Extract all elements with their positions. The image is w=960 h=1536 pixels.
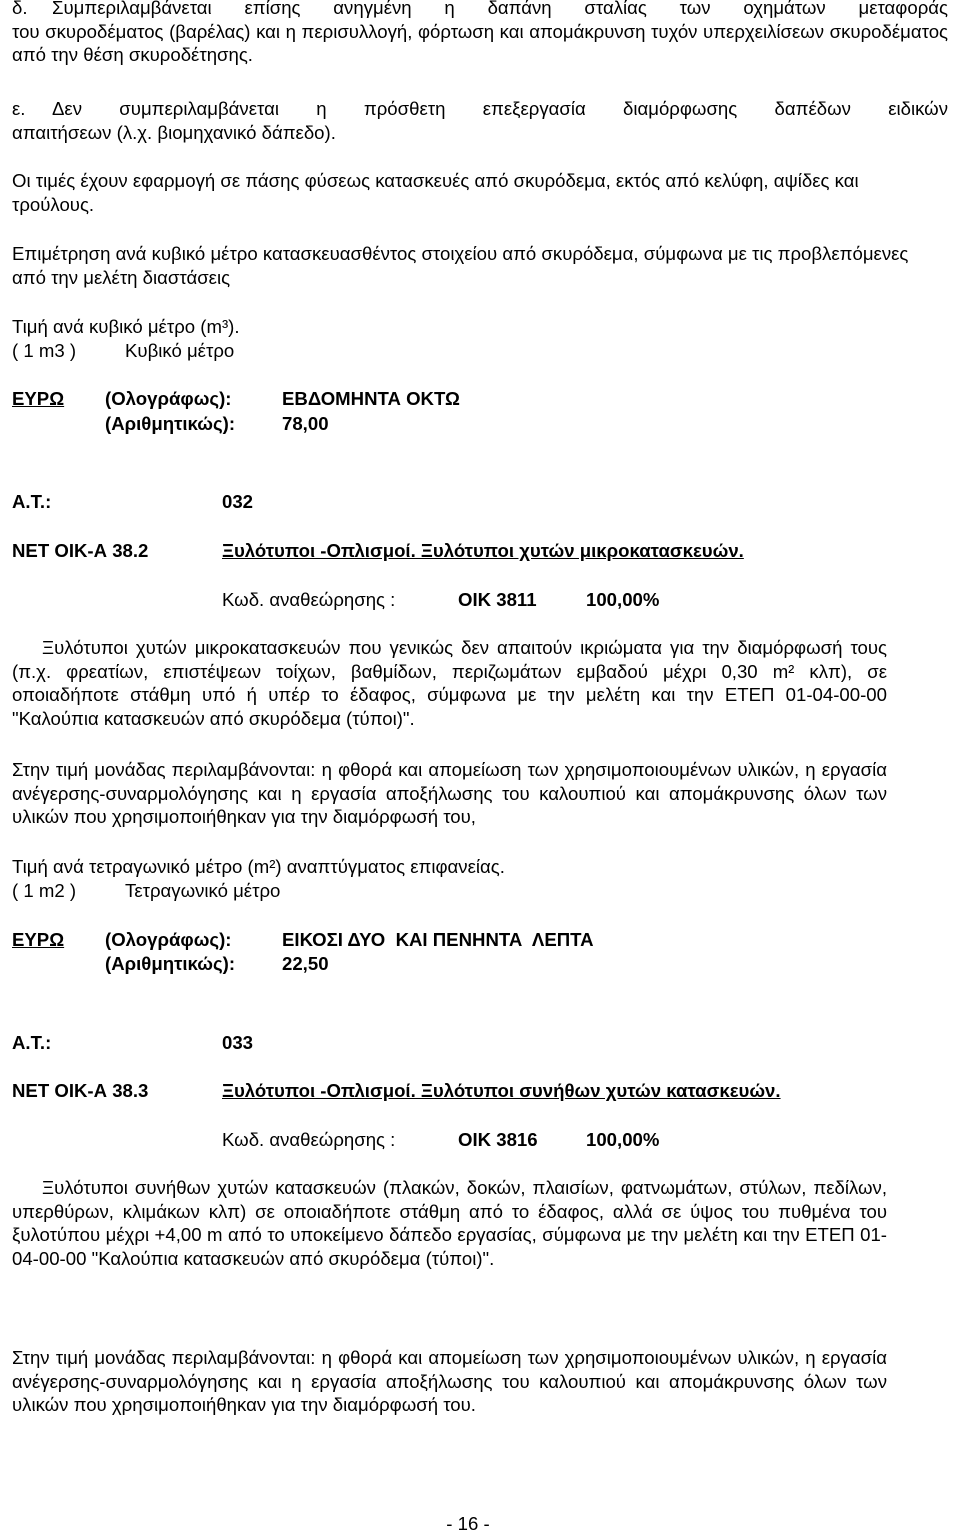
ref-percent-032: 100,00% [586, 589, 660, 610]
at-value-032: 032 [222, 491, 254, 512]
unit-line-032: Τιμή ανά τετραγωνικό μέτρο (m²) αναπτύγματος επιφανείας. [12, 856, 505, 877]
price-digits-label-032: (Αριθμητικώς): [105, 953, 236, 974]
ref-label-033: Κωδ. αναθεώρησης : [222, 1129, 396, 1150]
unit-code-032: ( 1 m2 ) [12, 880, 77, 901]
price-digits: 78,00 [282, 413, 329, 434]
clause-e [12, 97, 948, 144]
price-words: ΕΒΔΟΜΗΝΤΑ ΟΚΤΩ [282, 388, 460, 409]
price-currency: ΕΥΡΩ [12, 388, 65, 409]
at-value-033: 033 [222, 1032, 254, 1053]
clause-d-text: του σκυροδέματος (βαρέλας) και η περισυλλογή, φόρτωση και απομάκρυνση τυχόν υπερχειλίσεων σκυροδέματος από την θέση σκυροδέτησης. [12, 20, 948, 65]
desc-033: Ξυλότυποι συνήθων χυτών κατασκευών (πλακών, δοκών, πλαισίων, φατνωμάτων, στύλων, πεδίλων, υπερθύρων, κλιμάκων κλπ) σε οποιαδήποτε στάθμη από το έδαφος, αλλά σε ύψος του πυθμένα του ξυλοτύπου μέχρι +4,00 m από το υποκείμενο δάπεδο εργασίας, σύμφωνα με την μελέτη και την ΕΤΕΠ 01-04-00-00 "Καλούπια κατασκευών από σκυρόδεμα (τύποι)". [12, 1177, 887, 1269]
price-digits-032: 22,50 [282, 953, 329, 974]
title-032: Ξυλότυποι -Οπλισμοί. Ξυλότυποι χυτών μικροκατασκευών. [222, 540, 744, 561]
net-code-032: ΝΕΤ ΟΙΚ-Α 38.2 [12, 540, 149, 561]
clause-e-text: απαιτήσεων (λ.χ. βιομηχανικό δάπεδο). [12, 121, 336, 143]
unit-name: Κυβικό μέτρο [125, 340, 235, 361]
price-currency-032: ΕΥΡΩ [12, 929, 65, 950]
includes-033: Στην τιμή μονάδας περιλαμβάνονται: η φθορά και απομείωση των χρησιμοποιουμένων υλικών, η εργασία ανέγερσης-συναρμολόγησης και η εργασία αποξήλωσης του καλουπιού και απομάκρυνσης όλων των υλικών που χρησιμοποιήθηκαν για την διαμόρφωσή του. [12, 1347, 887, 1415]
includes-032: Στην τιμή μονάδας περιλαμβάνονται: η φθορά και απομείωση των χρησιμοποιουμένων υλικών, η εργασία ανέγερσης-συναρμολόγησης και η εργασία αποξήλωσης του καλουπιού και απομάκρυνσης όλων των υλικών που χρησιμοποιήθηκαν για την διαμόρφωσή του, [12, 759, 887, 827]
desc-032: Ξυλότυποι χυτών μικροκατασκευών που γενικώς δεν απαιτούν ικριώματα για την διαμόρφωσή τους (π.χ. φρεατίων, επιστέψεων τοίχων, βαθμίδων, περιζωμάτων εμβαδού μέχρι 0,30 m² κλπ), σε οποιαδήποτε στάθμη υπό ή υπέρ το έδαφος, σύμφωνα με την μελέτη και την ΕΤΕΠ 01-04-00-00 "Καλούπια κατασκευών από σκυρόδεμα (τύποι)". [12, 637, 887, 729]
page-number: - 16 - [446, 1513, 490, 1534]
title-033: Ξυλότυποι -Οπλισμοί. Ξυλότυποι συνήθων χυτών κατασκευών. [222, 1080, 781, 1101]
ref-label-032: Κωδ. αναθεώρησης : [222, 589, 396, 610]
clause-e-label: ε. [12, 98, 26, 119]
price-digits-label: (Αριθμητικώς): [105, 413, 236, 434]
clause-d-line1: Συμπεριλαμβάνεται επίσης ανηγμένη η δαπάνη σταλίας των οχημάτων μεταφοράς [52, 0, 948, 18]
unit-code: ( 1 m3 ) [12, 340, 77, 361]
ref-code-032: ΟΙΚ 3811 [458, 589, 537, 610]
unit-line: Τιμή ανά κυβικό μέτρο (m³). [12, 316, 240, 337]
measurement-paragraph: Επιμέτρηση ανά κυβικό μέτρο κατασκευασθέντος στοιχείου από σκυρόδεμα, σύμφωνα με τις προβλεπόμενες από την μελέτη διαστάσεις [12, 243, 909, 288]
clause-d-label: δ. [12, 0, 28, 18]
unit-name-032: Τετραγωνικό μέτρο [125, 880, 281, 901]
applies-paragraph: Οι τιμές έχουν εφαρμογή σε πάσης φύσεως κατασκευές από σκυρόδεμα, εκτός από κελύφη, αψίδες και τρούλους. [12, 170, 859, 215]
at-label-032: Α.Τ.: [12, 491, 52, 512]
price-words-032: ΕΙΚΟΣΙ ΔΥΟ ΚΑΙ ΠΕΝΗΝΤΑ ΛΕΠΤΑ [282, 929, 594, 950]
price-words-label-032: (Ολογράφως): [105, 929, 232, 950]
ref-percent-033: 100,00% [586, 1129, 660, 1150]
clause-d [12, 0, 948, 67]
net-code-033: ΝΕΤ ΟΙΚ-Α 38.3 [12, 1080, 149, 1101]
clause-e-line1: Δεν συμπεριλαμβάνεται η πρόσθετη επεξεργασία διαμόρφωσης δαπέδων ειδικών [52, 98, 948, 119]
ref-code-033: ΟΙΚ 3816 [458, 1129, 538, 1150]
price-words-label: (Ολογράφως): [105, 388, 232, 409]
at-label-033: Α.Τ.: [12, 1032, 52, 1053]
